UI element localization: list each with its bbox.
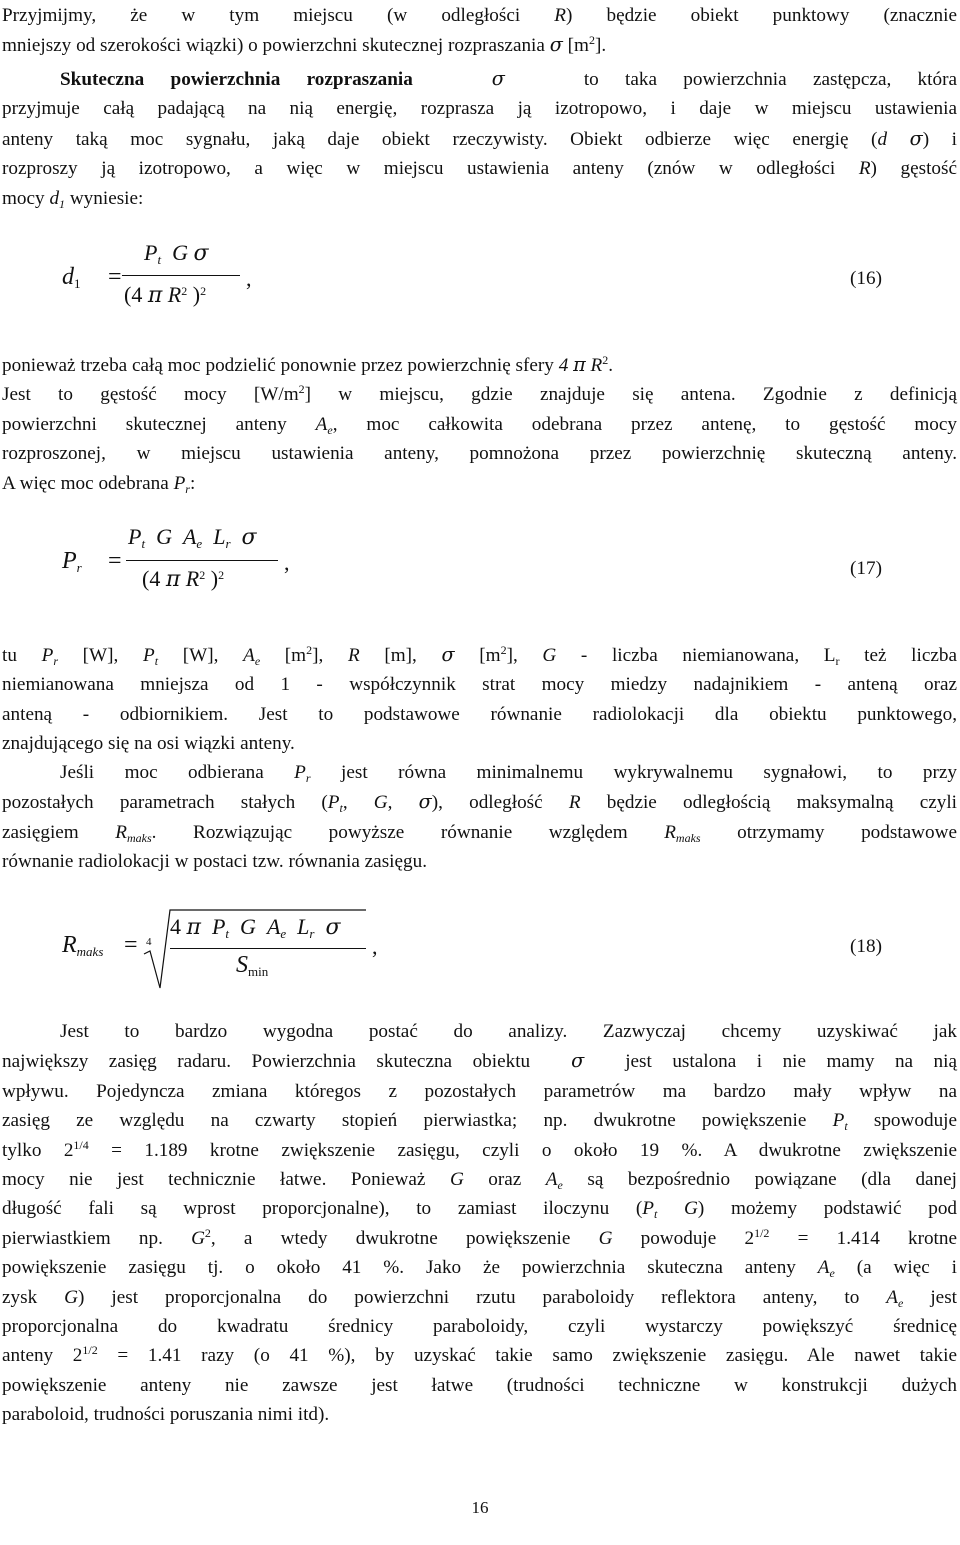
text-line: rozproszy ją izotropowo, a więc w miejscu ustawienia anteny (znów w odległości R) gęstość [2,158,958,180]
equation-17 [0,520,960,610]
text-line: powierzchni skutecznej anteny $A_e$, moc całkowita odebrana przez antenę, to gęstość mocy [2,413,958,437]
equals-sign: = [108,264,122,290]
root-index: 4 [146,936,152,948]
text-line: długość fali są wprost proporcjonalne), to zamiast iloczynu ($P_t$ G) możemy podstawić pod [2,1198,958,1222]
text-line: niemianowana mniejsza od 1 - współczynnik strat mocy miedzy nadajnikiem - anteną oraz [2,674,957,696]
eq17-denominator: (4 π $R^2$ )$^2$ [142,566,225,592]
text-line: tylko $2^{1/4} = 1.189$ krotne zwiększenie zasięgu, czyli o około 19 %. A dwukrotne zwiększenie [2,1137,957,1161]
fraction-bar [126,560,278,561]
eq16-denominator: (4 π $R^2$ )$^2$ [124,282,207,308]
text-line: anteny taką moc sygnału, jaką daje obiekt rzeczywisty. Obiekt odbierze więc energię (d σ) i [2,126,958,150]
text-line: zasięgiem $R_{maks}$. Rozwiązując powyższe równanie względem $R_{maks}$ otrzymamy podstawowe [2,821,957,845]
text-segment: to taka powierzchnia zastępcza, która [583,69,957,90]
eq17-numerator: $P_t$ G $A_e$ $L_r$ σ [128,524,257,551]
fraction-bar [122,275,240,276]
paragraph-density [2,350,957,498]
equals-sign: = [108,548,122,574]
eq18-lhs: $R_{maks}$ [62,932,104,959]
paragraph-analysis [2,1017,957,1430]
text-line: Jest to gęstość mocy $[W/m^2]$ w miejscu, gdzie znajduje się antena. Zgodnie z definicją [2,382,957,406]
text-line: Jest to bardzo wygodna postać do analizy. Zazwyczaj chcemy uzyskiwać jak [60,1021,957,1042]
equals-sign: = [124,932,138,958]
text-line: ponieważ trzeba całą moc podzielić ponownie przez powierzchnię sfery 4 π $R^2$. [2,353,614,376]
page-number: 16 [471,1498,489,1517]
text-line: największy zasięg radaru. Powierzchnia skuteczna obiektu σ jest ustalona i nie mamy na nią [2,1049,957,1073]
text-line: Jeśli moc odbierana $P_r$ jest równa minimalnemu wykrywalnemu sygnałowi, to przy [60,762,957,785]
text-line: anteny $2^{1/2} = 1.41$ razy (o 41 %), by uzyskać takie samo zwiększenie zasięgu. Ale nawet takie [2,1343,957,1367]
equation-18 [0,900,960,1000]
eq18-denominator: $S_{min}$ [236,952,269,979]
equation-16 [0,238,960,328]
text-line: pozostałych parametrach stałych ($P_t$, G, σ), odległość R będzie odległością maksymalną czyli [2,790,958,816]
text-line: równanie radiolokacji w postaci tzw. równania zasięgu. [2,851,427,873]
text-line: mniejszy od szerokości wiązki) o powierzchni skutecznej rozpraszania σ $[m^2]$. [2,33,607,57]
paragraph-units [2,640,957,759]
text-line: Przyjmijmy, że w tym miejscu (w odległości R) będzie obiekt punktowy (znacznie [2,5,957,26]
text-line: przyjmuje całą padającą na nią energię, rozprasza ją izotropowo, i daje w miejscu ustawienia [2,98,957,120]
text-line: tu $P_r$ [W], $P_t$ [W], $A_e$ $[m^2]$, R [m], σ $[m^2]$, G - liczba niemianowana, $L_r$ też liczba [2,643,957,668]
text-line: powiększenie zasięgu tj. o około 41 %. Jako że powierzchnia skuteczna anteny $A_e$ (a więc i [2,1257,957,1281]
comma: , [372,934,378,959]
text-line: wpływu. Pojedyncza zmiana któregos z pozostałych parametrów ma bardzo mały wpływ na [2,1080,957,1102]
eq16-numerator: $P_t$ G σ [144,240,209,267]
equation-number: (16) [850,268,882,289]
equation-number: (17) [850,558,882,579]
paragraph-definition [2,64,957,213]
comma: , [246,266,252,291]
definition-term: Skuteczna powierzchnia rozpraszania [60,69,413,90]
text-line: mocy $d_1$ wyniesie: [2,187,144,211]
text-line: znajdującego się na osi wiązki anteny. [2,733,295,755]
eq17-lhs: $P_r$ [62,548,82,575]
text-line: rozproszonej, w miejscu ustawienia anteny, pomnożona przez powierzchnię skuteczną anteny. [2,443,957,465]
text-line: zysk G) jest proporcjonalna do powierzchni rzutu paraboloidy reflektora anteny, to $A_e$ jest [2,1286,957,1310]
text-line: mocy nie jest technicznie łatwe. Ponieważ G oraz $A_e$ są bezpośrednio powiązane (dla danej [2,1169,957,1193]
fraction-bar [170,948,366,949]
text-line: paraboloid, trudności poruszania nimi itd). [2,1404,330,1426]
paragraph-range [2,758,957,877]
text-line: A więc moc odebrana $P_r$: [2,472,196,496]
comma: , [284,550,290,575]
text-line: proporcjonalna do kwadratu średnicy paraboloidy, czyli wystarczy powiększyć średnicę [2,1316,957,1338]
text-line: zasięg ze względu na czwarty stopień pierwiastka; np. dwukrotne powiększenie $P_t$ spowoduje [2,1110,958,1134]
equation-number: (18) [850,936,882,957]
text-line: powiększenie anteny nie zawsze jest łatwe (trudności techniczne w konstrukcji dużych [2,1374,957,1396]
text-line: anteną - odbiornikiem. Jest to podstawowe równanie radiolokacji dla obiektu punktowego, [2,703,957,725]
eq16-lhs: $d_1$ [62,264,81,291]
text-line: pierwiastkiem np. $G^2$, a wtedy dwukrotne powiększenie G powoduje $2^{1/2} = 1.414$ krotne [2,1225,957,1249]
eq18-numerator: 4 π $P_t$ G $A_e$ $L_r$ σ [170,914,341,941]
text-line: Skuteczna powierzchnia rozpraszania σ to taka powierzchnia zastępcza, która [60,67,957,90]
paragraph-intro [2,1,957,61]
